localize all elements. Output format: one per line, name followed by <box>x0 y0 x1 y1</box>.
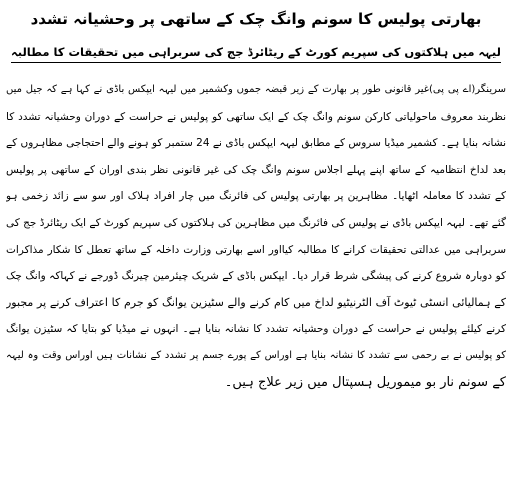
article-body-line: گئے تھے۔ لیہہ ایپکس باڈی نے پولیس کی فائرنگ میں مظاہرین کی ہلاکتوں کی سپریم کورٹ کے ایک ریٹائرڈ جج کی <box>6 216 506 229</box>
article-body-line: کو پولیس نے بے رحمی سے تشدد کا نشانہ بنایا ہے اوراس کے پورے جسم پر تشدد کے نشانات ہیں اوراس وقت وہ لیہہ <box>6 349 506 361</box>
article-subheadline-container <box>6 41 506 63</box>
article-body-line: کے تشدد کا معاملہ اٹھایا۔ مظاہرین پر بھارتی پولیس کی فائرنگ میں چار افراد ہلاک اور سو سے زائد زخمی ہو <box>6 190 506 203</box>
article-body-line: کو دوبارہ شروع کرنے کی پیشگی شرط قرار دیا۔ ایپکس باڈی کے شریک چیئرمین چیرنگ ڈورجے نے کہاکہ وانگ چک <box>6 270 506 283</box>
article-body-line: سربراہی میں عدالتی تحقیقات کرانے کا مطالبہ کیااور اسے بھارتی وزارت داخلہ کے ساتھ تعطل کا شکار مذاکرات <box>6 243 506 256</box>
article-body-line: بعد لداخ انتظامیہ کے ساتھ اپنے پہلے اجلاس سونم وانگ چک کی غیر قانونی نظر بندی اوران کے ساتھی پر پولیس <box>6 163 506 176</box>
article-headline: بھارتی پولیس کا سونم وانگ چک کے ساتھی پر وحشیانہ تشدد <box>30 10 482 28</box>
article-body-line: نظربند معروف ماحولیاتی کارکن سونم وانگ چک کے ایک ساتھی کو پولیس نے حراست کے دوران وحشیانہ تشدد کا <box>6 110 506 123</box>
article-body-line: کے ہمالیائی انسٹی ٹیوٹ آف الٹرنیٹیو لداخ میں کام کرنے والے سٹیزین یوانگ کو جرم کا اعتراف کرنے پر مجبور <box>6 295 506 309</box>
article-body-line: کے سونم نار بو میموریل ہسپتال میں زیر علاج ہیں۔ <box>224 374 506 390</box>
article-subheadline: لیہہ میں ہلاکتوں کی سپریم کورٹ کے ریٹائرڈ جج کی سربراہی میں تحقیقات کا مطالبہ <box>11 43 501 63</box>
article-body <box>6 77 506 396</box>
article-body-line: نشانہ بنایا ہے۔ کشمیر میڈیا سروس کے مطابق لیہہ ایپکس باڈی نے 24 ستمبر کو ہونے والے احتجاجی مظاہروں کے <box>6 137 506 150</box>
news-article <box>6 0 506 503</box>
article-body-line: کرنے کیلئے پولیس نے حراست کے دوران وحشیانہ تشدد کا نشانہ بنایا ہے۔ انہوں نے میڈیا کو بتایا کہ سٹیزن یوانگ <box>6 323 506 336</box>
article-body-line: سرینگر(اے پی پی)غیر قانونی طور پر بھارت کے زیر قبضہ جموں وکشمیر میں لیہہ ایپکس باڈی نے کہا ہے کہ جیل میں <box>6 84 506 95</box>
